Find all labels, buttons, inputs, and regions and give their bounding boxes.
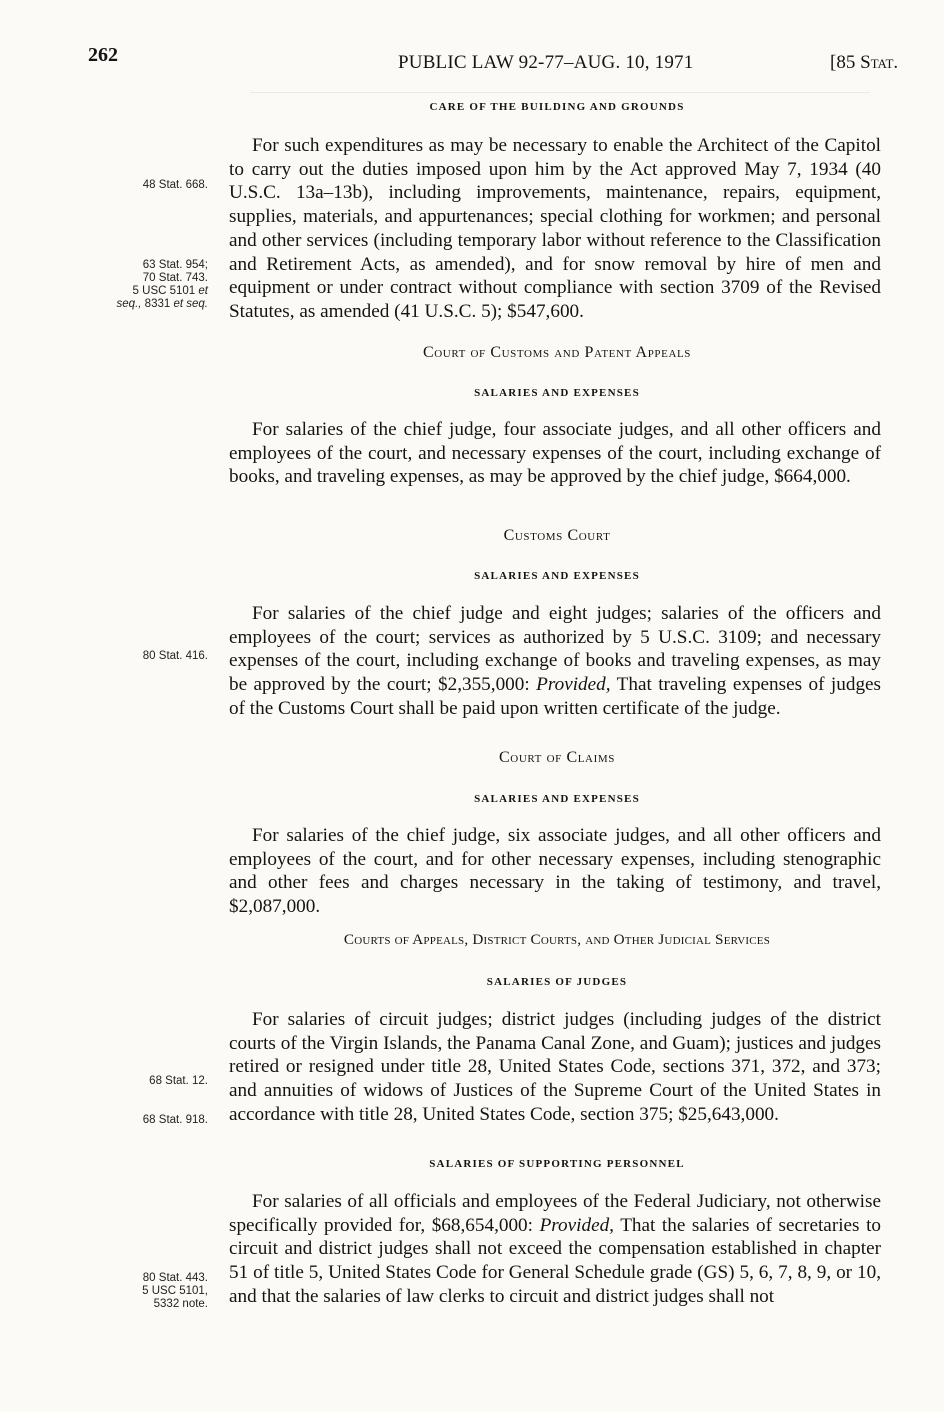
running-head: PUBLIC LAW 92-77–AUG. 10, 1971	[398, 52, 694, 73]
paragraph-salaries-of-judges: For salaries of circuit judges; district judges (including judges of the district courts of the Virgin Islands, the Panama Canal Zone, and Guam); justices and judges retired or resigned under title 28, United States Code, sections 371, 372, and 373; and annuities of widows of Justices of the Supreme Court of the United States in accordance with title 28, United States Code, section 375; $25,643,000.	[229, 1009, 881, 1125]
paragraph-customs-patent-appeals: For salaries of the chief judge, four associate judges, and all other officers and employees of the court, and necessary expenses of the court, including exchange of books, and traveling expenses, as may be approved by the chief judge, $664,000.	[229, 419, 881, 488]
margin-note-line	[60, 285, 208, 298]
stat-reference: [85 Stat.	[830, 52, 899, 73]
margin-note-68-stat-918: 68 Stat. 918.	[142, 1114, 208, 1126]
paragraph-customs-court	[229, 602, 881, 721]
supporting-provided: Provided,	[539, 1214, 614, 1236]
margin-note-line: 5 USC 5101,	[142, 1285, 208, 1297]
heading-customs-patent-appeals: Court of Customs and Patent Appeals	[422, 344, 692, 361]
subheading-care-of-building: CARE OF THE BUILDING AND GROUNDS	[429, 101, 685, 113]
margin-note-line: 63 Stat. 954;	[142, 259, 208, 271]
margin-note-68-stat-12: 68 Stat. 12.	[149, 1075, 208, 1087]
margin-note-line: 5332 note.	[153, 1298, 208, 1310]
margin-note-80-stat-443	[60, 1272, 208, 1311]
subheading-salaries-of-judges: SALARIES OF JUDGES	[486, 976, 628, 988]
margin-note-line: 80 Stat. 443.	[142, 1272, 208, 1284]
subheading-customs-patent-salaries: SALARIES AND EXPENSES	[474, 387, 640, 399]
page-number: 262	[88, 44, 118, 66]
customs-court-provided: Provided,	[536, 674, 611, 696]
margin-note-text: 5 USC 5101	[132, 285, 196, 297]
heading-court-of-claims: Court of Claims	[499, 749, 615, 766]
margin-note-text: 8331	[144, 298, 171, 310]
subheading-court-of-claims-salaries: SALARIES AND EXPENSES	[474, 793, 640, 805]
paragraph-supporting-personnel	[229, 1190, 881, 1309]
margin-note-line	[60, 298, 208, 311]
customs-court-text-b: That traveling expenses of judges of the Customs Court shall be paid upon written certificate of the judge.	[229, 674, 882, 719]
margin-note-63-stat-954	[60, 259, 208, 311]
heading-courts-of-appeals: Courts of Appeals, District Courts, and Other Judicial Services	[343, 931, 771, 948]
subheading-customs-court-salaries: SALARIES AND EXPENSES	[474, 570, 640, 582]
customs-court-text-a: For salaries of the chief judge and eight judges; salaries of the officers and employees of the court; services as authorized by 5 U.S.C. 3109; and necessary expenses of the court, including exchange of books and traveling expenses, as may be approved by the court; $2,355,000:	[229, 603, 881, 696]
supporting-text-a: For salaries of all officials and employees of the Federal Judiciary, not otherwise specifically provided for, $68,654,000:	[229, 1191, 881, 1236]
margin-note-seq: seq.,	[116, 298, 142, 310]
margin-note-et: et	[198, 285, 208, 297]
paragraph-court-of-claims: For salaries of the chief judge, six associate judges, and all other officers and employees of the court, and for other necessary expenses, including stenographic and other fees and charges necessary in the taking of testimony, and travel, $2,087,000.	[229, 825, 881, 918]
margin-note-48-stat-668: 48 Stat. 668.	[142, 179, 208, 191]
paragraph-care-of-building: For such expenditures as may be necessary to enable the Architect of the Capitol to carry out the duties imposed upon him by the Act approved May 7, 1934 (40 U.S.C. 13a–13b), including improvements, maintenance, repairs, equipment, supplies, materials, and appurtenances; special clothing for workmen; and personal and other services (including temporary labor without reference to the Classification and Retirement Acts, as amended), and for snow removal by hire of men and equipment or under contract without compliance with section 3709 of the Revised Statutes, as amended (41 U.S.C. 5); $547,600.	[229, 135, 881, 322]
subheading-supporting-personnel: SALARIES OF SUPPORTING PERSONNEL	[429, 1158, 685, 1170]
supporting-text-b: That the salaries of secretaries to circuit and district judges shall not exceed the compensation established in chapter 51 of title 5, United States Code for General Schedule grade (GS) 5, 6, 7, 8, 9, or 10, and that the salaries of law clerks to circuit and district judges shall not	[229, 1214, 882, 1307]
heading-customs-court: Customs Court	[503, 527, 611, 544]
margin-note-80-stat-416: 80 Stat. 416.	[142, 650, 208, 662]
margin-note-et-seq: et seq.	[173, 298, 208, 310]
margin-note-line: 70 Stat. 743.	[142, 272, 208, 284]
